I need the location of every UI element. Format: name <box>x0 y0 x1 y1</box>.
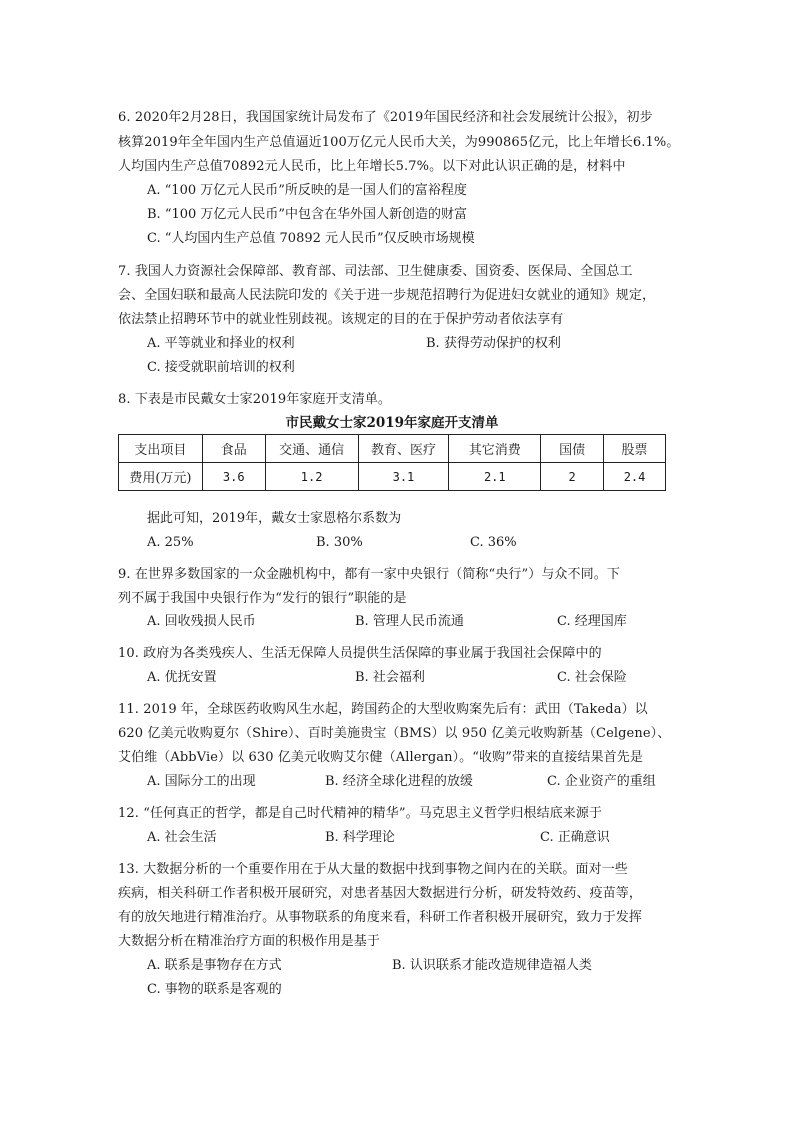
q7-option-c: C. 接受就职前培训的权利 <box>147 360 295 375</box>
q11-line-3: 艾伯维（AbbVie）以 630 亿美元收购艾尔健（Allergan）。“收购”带来的直接结果首先是 <box>118 750 643 765</box>
table-header-row <box>119 435 666 463</box>
value-cell: 3.1 <box>358 463 449 491</box>
header-cell: 支出项目 <box>119 435 203 463</box>
q12-option-c: C. 正确意识 <box>540 830 610 845</box>
q11-option-c: C. 企业资产的重组 <box>547 774 656 789</box>
header-cell: 交通、通信 <box>265 435 358 463</box>
q11-line-2: 620 亿美元收购夏尔（Shire）、百时美施贵宝（BMS）以 950 亿美元收购新基（Celgene）、 <box>118 726 671 741</box>
q8-option-b: B. 30% <box>316 535 363 550</box>
q9-line-1: 9. 在世界多数国家的一众金融机构中，都有一家中央银行（简称“央行”）与众不同。下 <box>118 567 620 582</box>
header-cell: 教育、医疗 <box>358 435 449 463</box>
expense-table <box>118 434 666 491</box>
q9-line-2: 列不属于我国中央银行作为“发行的银行”职能的是 <box>118 591 407 606</box>
q13-line-2: 疾病，相关科研工作者积极开展研究，对患者基因大数据进行分析，研发特效药、疫苗等， <box>118 886 643 901</box>
header-cell: 股票 <box>604 435 666 463</box>
q11-option-a: A. 国际分工的出现 <box>147 774 256 789</box>
q8-line: 8. 下表是市民戴女士家2019年家庭开支清单。 <box>118 392 392 407</box>
header-cell: 其它消费 <box>449 435 541 463</box>
value-cell: 2.1 <box>449 463 541 491</box>
q9-option-c: C. 经理国库 <box>557 614 627 629</box>
q6-line-2: 核算2019年全年国内生产总值逼近100万亿元人民币大关，为990865亿元，比上年增长6.1%。 <box>118 135 680 150</box>
table-row <box>119 463 666 491</box>
q11-option-b: B. 经济全球化进程的放缓 <box>325 774 473 789</box>
q13-line-3: 有的放矢地进行精准治疗。从事物联系的角度来看，科研工作者积极开展研究，致力于发挥 <box>118 910 643 925</box>
q6-option-b: B. “100 万亿元人民币”中包含在华外国人新创造的财富 <box>147 207 468 222</box>
q6-option-c: C. “人均国内生产总值 70892 元人民币”仅反映市场规模 <box>147 231 475 246</box>
q13-line-4: 大数据分析在精准治疗方面的积极作用是基于 <box>118 934 381 949</box>
q8-option-a: A. 25% <box>147 535 194 550</box>
value-cell: 1.2 <box>265 463 358 491</box>
q7-option-a: A. 平等就业和择业的权利 <box>147 336 295 351</box>
row-label-cell: 费用(万元) <box>119 463 203 491</box>
q12-option-b: B. 科学理论 <box>325 830 395 845</box>
q6-line-1: 6. 2020年2月28日，我国国家统计局发布了《2019年国民经济和社会发展统计公报》，初步 <box>118 110 653 125</box>
q12-option-a: A. 社会生活 <box>147 830 217 845</box>
q9-option-a: A. 回收残损人民币 <box>147 614 256 629</box>
q8-after-line: 据此可知，2019年，戴女士家恩格尔系数为 <box>147 511 402 526</box>
q11-line-1: 11. 2019 年，全球医药收购风生水起，跨国药企的大型收购案先后有：武田（Takeda）以 <box>118 702 648 717</box>
q7-line-2: 会、全国妇联和最高人民法院印发的《关于进一步规范招聘行为促进妇女就业的通知》规定， <box>118 288 656 303</box>
q8-option-c: C. 36% <box>470 535 517 550</box>
value-cell: 2 <box>541 463 604 491</box>
q13-option-a: A. 联系是事物存在方式 <box>147 958 282 973</box>
q13-option-c: C. 事物的联系是客观的 <box>147 982 282 997</box>
q7-line-3: 依法禁止招聘环节中的就业性别歧视。该规定的目的在于保护劳动者依法享有 <box>118 312 564 327</box>
q7-line-1: 7. 我国人力资源社会保障部、教育部、司法部、卫生健康委、国资委、医保局、全国总工 <box>118 264 633 279</box>
header-cell: 食品 <box>202 435 265 463</box>
q9-option-b: B. 管理人民币流通 <box>355 614 464 629</box>
q10-option-a: A. 优抚安置 <box>147 670 217 685</box>
q10-option-c: C. 社会保险 <box>557 670 627 685</box>
header-cell: 国债 <box>541 435 604 463</box>
value-cell: 3.6 <box>202 463 265 491</box>
table-title: 市民戴女士家2019年家庭开支清单 <box>285 415 499 431</box>
q13-line-1: 13. 大数据分析的一个重要作用在于从大量的数据中找到事物之间内在的关联。面对一些 <box>118 862 628 877</box>
q10-line: 10. 政府为各类残疾人、生活无保障人员提供生活保障的事业属于我国社会保障中的 <box>118 646 602 661</box>
q6-line-3: 人均国内生产总值70892元人民币，比上年增长5.7%。以下对此认识正确的是，材料中 <box>118 159 626 174</box>
q6-option-a: A. “100 万亿元人民币”所反映的是一国人们的富裕程度 <box>147 183 467 198</box>
q12-line: 12. “任何真正的哲学，都是自己时代精神的精华”。马克思主义哲学归根结底来源于 <box>118 806 603 821</box>
q10-option-b: B. 社会福利 <box>355 670 425 685</box>
q7-option-b: B. 获得劳动保护的权利 <box>426 336 561 351</box>
q13-option-b: B. 认识联系才能改造规律造福人类 <box>392 958 592 973</box>
value-cell: 2.4 <box>604 463 666 491</box>
